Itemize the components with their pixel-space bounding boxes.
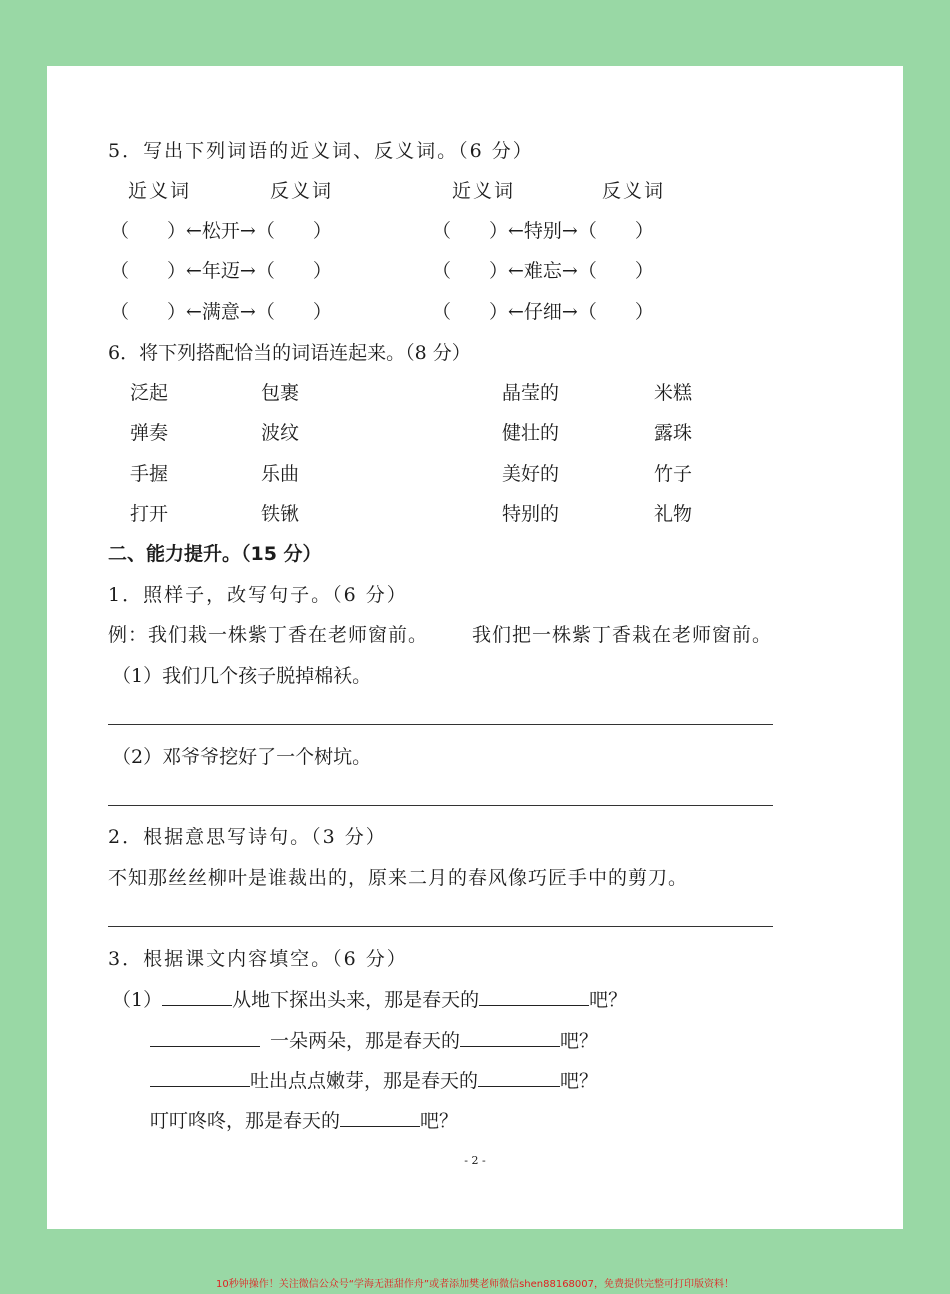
fill-blank[interactable] (340, 1108, 420, 1127)
answer-line[interactable] (108, 805, 773, 806)
fill-blank[interactable] (162, 987, 232, 1006)
q5-title: 5．写出下列词语的近义词、反义词。（6 分） (108, 140, 534, 162)
p3-line-1-text: 从地下探出头来，那是春天的 (232, 989, 480, 1011)
q6-word: 特别的 (502, 503, 560, 525)
p3-line-4 (150, 1108, 458, 1133)
p1-example-original: 例：我们栽一株紫丁香在老师窗前。 (108, 624, 429, 646)
p3-line-1 (112, 987, 627, 1012)
q5-header-synonym-left: 近义词 (128, 180, 192, 202)
p3-line-2 (150, 1028, 598, 1053)
q6-word: 美好的 (502, 463, 560, 485)
fill-blank[interactable] (150, 1068, 250, 1087)
q6-word: 弹奏 (130, 422, 169, 444)
fill-blank[interactable] (478, 1068, 560, 1087)
q6-word: 米糕 (654, 382, 693, 404)
q6-word: 晶莹的 (502, 382, 560, 404)
q6-word: 礼物 (654, 503, 693, 525)
fill-blank[interactable] (460, 1028, 560, 1047)
q5-right-item: （ ）←特别→（ ） (432, 220, 654, 242)
q6-word: 包裹 (261, 382, 300, 404)
answer-line[interactable] (108, 926, 773, 927)
p3-title: 3．根据课文内容填空。（6 分） (108, 948, 408, 970)
q6-word: 露珠 (654, 422, 693, 444)
p2-title: 2．根据意思写诗句。（3 分） (108, 826, 387, 848)
page-number: - 2 - (464, 1154, 486, 1167)
p3-line-3-text: 吐出点点嫩芽，那是春天的 (250, 1070, 479, 1092)
answer-line[interactable] (108, 724, 773, 725)
p3-line-4-tail: 吧？ (420, 1110, 459, 1132)
q6-word: 乐曲 (261, 463, 300, 485)
p1-example-rewritten: 我们把一株紫丁香栽在老师窗前。 (472, 624, 773, 646)
q5-right-item: （ ）←难忘→（ ） (432, 260, 654, 282)
fill-blank[interactable] (150, 1028, 260, 1047)
q5-left-item: （ ）←松开→（ ） (110, 220, 332, 242)
p1-title: 1．照样子，改写句子。（6 分） (108, 584, 408, 606)
q6-word: 竹子 (654, 463, 693, 485)
p1-item-2: （2）邓爷爷挖好了一个树坑。 (112, 746, 372, 768)
q6-word: 铁锹 (261, 503, 300, 525)
q6-word: 手握 (130, 463, 169, 485)
q6-word: 打开 (130, 503, 169, 525)
p3-line-1-prefix: （1） (112, 989, 163, 1011)
q5-left-item: （ ）←满意→（ ） (110, 301, 332, 323)
q5-header-antonym-right: 反义词 (602, 180, 666, 202)
p3-line-4-text: 叮叮咚咚，那是春天的 (150, 1110, 341, 1132)
section-2-title: 二、能力提升。（15 分） (108, 543, 322, 565)
p3-line-1-tail: 吧？ (589, 989, 628, 1011)
p3-line-3 (150, 1068, 598, 1093)
q5-right-item: （ ）←仔细→（ ） (432, 301, 654, 323)
q5-header-synonym-right: 近义词 (452, 180, 516, 202)
p3-line-2-text: 一朵两朵，那是春天的 (270, 1030, 461, 1052)
q6-word: 波纹 (261, 422, 300, 444)
p3-line-2-tail: 吧？ (560, 1030, 599, 1052)
q6-title: 6．将下列搭配恰当的词语连起来。（8 分） (108, 342, 471, 364)
p1-item-1: （1）我们几个孩子脱掉棉袄。 (112, 665, 372, 687)
q6-word: 健壮的 (502, 422, 560, 444)
footer-promo-text: 10秒钟操作！关注微信公众号“学海无涯甜作舟”或者添加樊老师微信shen88168007，免费提供完整可打印版资料！ (215, 1279, 735, 1290)
p2-meaning: 不知那丝丝柳叶是谁裁出的，原来二月的春风像巧匠手中的剪刀。 (108, 867, 689, 889)
q5-header-antonym-left: 反义词 (270, 180, 334, 202)
q6-word: 泛起 (130, 382, 169, 404)
p3-line-3-tail: 吧？ (560, 1070, 599, 1092)
fill-blank[interactable] (479, 987, 589, 1006)
q5-left-item: （ ）←年迈→（ ） (110, 260, 332, 282)
